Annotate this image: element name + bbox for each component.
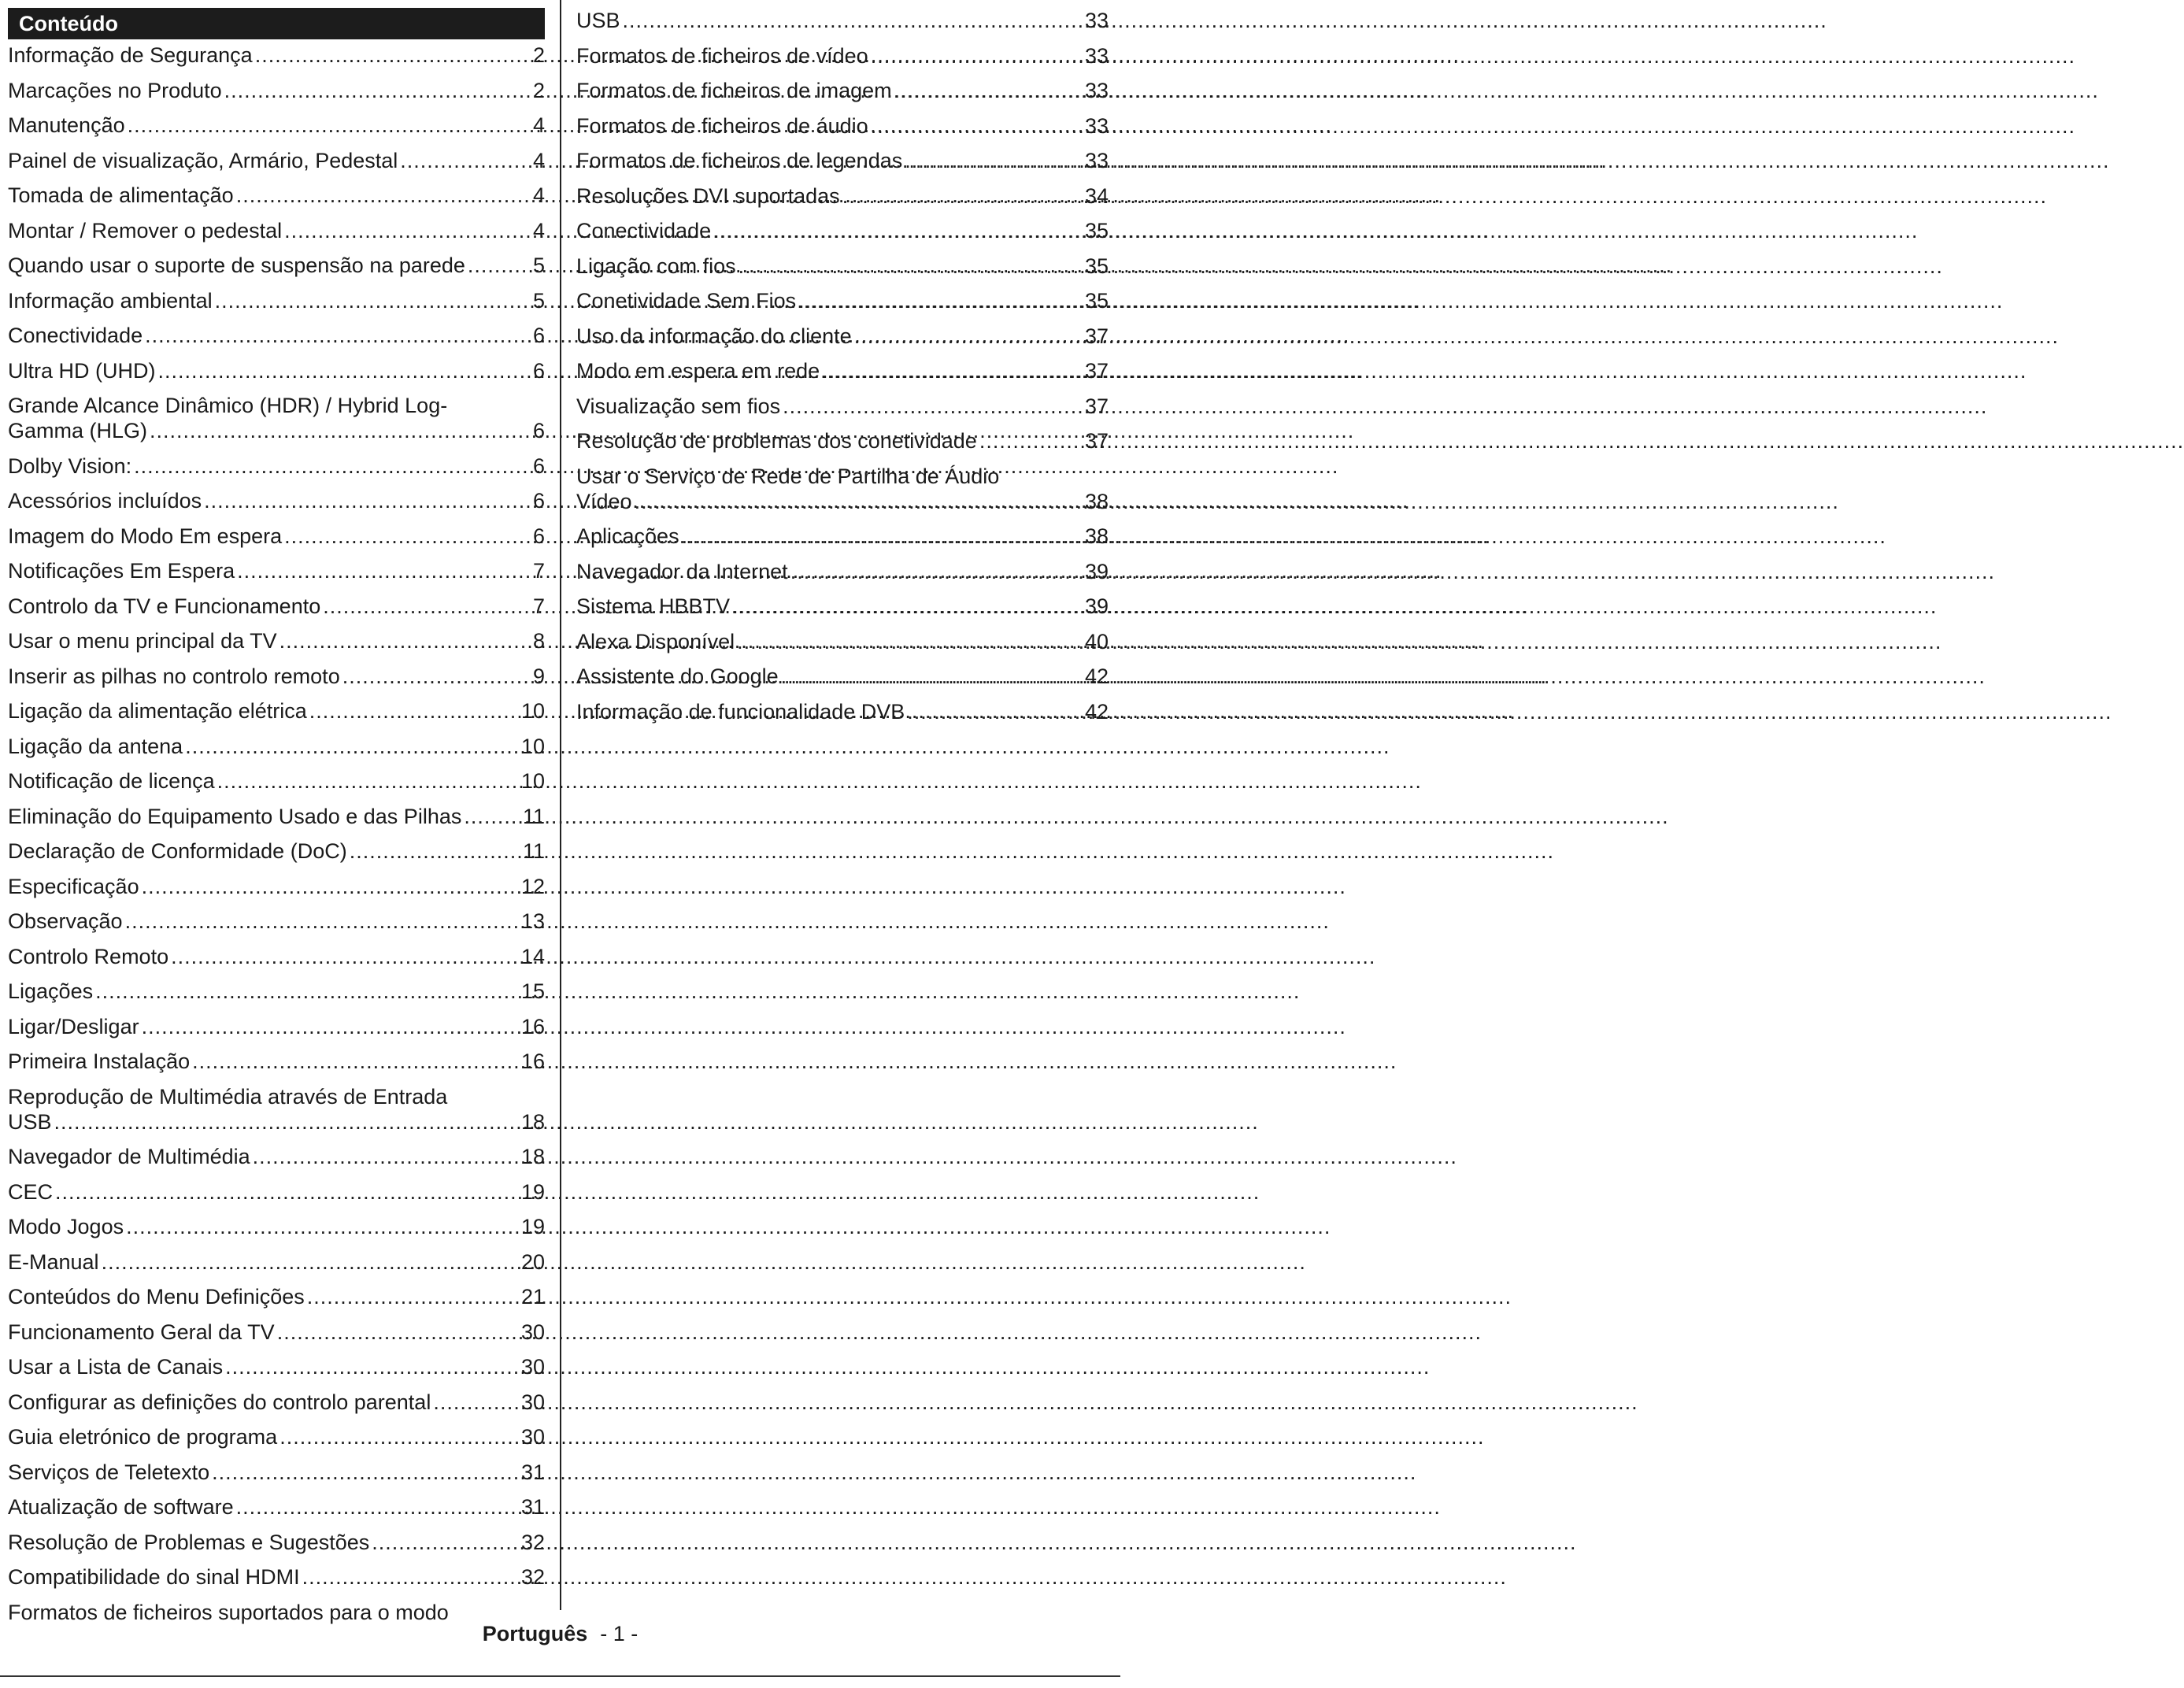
toc-entry-page: 37	[1084, 359, 1109, 383]
toc-leader-dots	[237, 558, 531, 583]
toc-entry[interactable]	[8, 1014, 545, 1039]
toc-leader-dots	[279, 628, 531, 653]
toc-entry-title: Aplicações	[576, 524, 679, 548]
toc-entry-page: 32	[520, 1565, 545, 1589]
toc-entry-page: 42	[1084, 664, 1109, 688]
toc-entry-title: Resolução de Problemas e Sugestões	[8, 1530, 370, 1554]
toc-entry[interactable]	[8, 698, 545, 724]
toc-leader-dots	[783, 394, 1083, 419]
toc-leader-dots	[342, 664, 531, 689]
toc-leader-dots	[185, 734, 519, 759]
toc-entry[interactable]	[8, 488, 545, 513]
toc-entry-page: 37	[1084, 394, 1109, 418]
toc-entry[interactable]	[576, 288, 1109, 313]
toc-entry-title: Ligação com fios	[576, 254, 736, 278]
toc-entry-title: Modo Jogos	[8, 1215, 124, 1238]
toc-entry-page: 8	[532, 629, 545, 653]
toc-entry-page: 16	[520, 1049, 545, 1073]
toc-entry-page: 30	[520, 1320, 545, 1344]
toc-entry-title: Notificações Em Espera	[8, 559, 235, 583]
toc-leader-dots	[157, 358, 530, 383]
toc-leader-dots	[255, 43, 531, 68]
toc-entry[interactable]	[8, 804, 545, 829]
toc-leader-dots	[907, 699, 1083, 724]
toc-entry[interactable]	[576, 559, 1109, 584]
toc-left-list	[8, 43, 545, 1590]
toc-leader-dots	[350, 838, 520, 864]
toc-entry-title: Compatibilidade do sinal HDMI	[8, 1565, 300, 1589]
toc-entry-page: 14	[520, 944, 545, 968]
toc-entry-page: 9	[532, 664, 545, 688]
toc-entry-title-line1: Grande Alcance Dinâmico (HDR) / Hybrid Log-	[8, 394, 448, 417]
toc-entry-page: 4	[532, 148, 545, 172]
toc-entry[interactable]	[576, 629, 1109, 654]
toc-leader-dots	[738, 254, 1083, 279]
toc-entry-page: 38	[1084, 524, 1109, 548]
toc-leader-dots	[236, 1494, 519, 1520]
toc-entry[interactable]	[8, 628, 545, 653]
toc-entry-title: Quando usar o suporte de suspensão na parede	[8, 254, 465, 277]
toc-entry-title: Informação de Segurança	[8, 43, 253, 67]
toc-entry-page: 16	[520, 1014, 545, 1038]
toc-entry-title: Atualização de software	[8, 1495, 234, 1519]
toc-entry-page: 40	[1084, 629, 1109, 653]
toc-leader-dots	[732, 594, 1083, 619]
toc-entry-title: Ligações	[8, 979, 94, 1003]
toc-entry-page: 35	[1084, 219, 1109, 242]
toc-entry-title: Declaração de Conformidade (DoC)	[8, 839, 347, 863]
toc-entry-title: Serviços de Teletexto	[8, 1460, 210, 1484]
toc-heading: Conteúdo	[8, 8, 545, 39]
toc-entry-page: 7	[532, 559, 545, 583]
toc-leader-dots	[217, 768, 519, 794]
toc-entry[interactable]	[8, 558, 545, 583]
toc-entry[interactable]	[8, 253, 545, 278]
toc-leader-dots	[224, 78, 531, 103]
toc-leader-dots	[682, 524, 1083, 549]
toc-entry[interactable]	[8, 838, 545, 864]
toc-entry-title: Formatos de ficheiros de vídeo	[576, 43, 868, 68]
toc-entry-title: Inserir as pilhas no controlo remoto	[8, 664, 340, 688]
toc-leader-dots	[979, 428, 1083, 453]
toc-entry-title: Resolução de problemas dos conetividade	[576, 429, 977, 453]
toc-right-list	[576, 8, 1109, 724]
toc-entry[interactable]	[576, 428, 1109, 453]
toc-entry[interactable]	[576, 218, 1109, 243]
toc-entry[interactable]	[576, 183, 1109, 209]
toc-entry[interactable]	[576, 594, 1109, 619]
toc-entry[interactable]	[8, 1564, 545, 1590]
toc-leader-dots	[95, 979, 519, 1004]
toc-entry-page: 31	[520, 1460, 545, 1484]
toc-entry-title: Eliminação do Equipamento Usado e das Pilhas	[8, 804, 462, 828]
toc-entry-title: Vídeo	[576, 489, 632, 513]
toc-leader-dots	[302, 1564, 519, 1590]
toc-leader-dots	[142, 1014, 519, 1039]
toc-entry-page: 33	[1084, 43, 1109, 68]
toc-entry-page: 35	[1084, 289, 1109, 313]
toc-entry-title-line1: Reprodução de Multimédia através de Entrada	[8, 1084, 448, 1109]
toc-leader-dots	[134, 453, 531, 479]
toc-leader-dots	[894, 78, 1083, 103]
toc-entry-title: Usar o menu principal da TV	[8, 629, 277, 653]
toc-entry-title: Ligação da antena	[8, 734, 183, 758]
toc-entry-title: Tomada de alimentação	[8, 183, 234, 207]
toc-entry-title: Modo em espera em rede	[576, 359, 820, 383]
toc-left-column	[8, 8, 545, 1634]
toc-entry[interactable]	[8, 734, 545, 759]
toc-entry-page: 19	[520, 1179, 545, 1204]
toc-entry-title: E-Manual	[8, 1249, 99, 1274]
toc-entry[interactable]	[576, 524, 1109, 549]
toc-entry-page: 5	[532, 288, 545, 313]
toc-entry-page: 10	[520, 734, 545, 758]
toc-leader-dots	[284, 218, 531, 243]
toc-leader-dots	[204, 488, 531, 513]
toc-entry-page: 11	[522, 804, 545, 828]
toc-entry[interactable]	[8, 1320, 545, 1345]
toc-entry[interactable]	[8, 1214, 545, 1239]
toc-leader-dots	[142, 874, 519, 899]
toc-leader-dots	[55, 1179, 519, 1205]
toc-entry-page: 6	[532, 524, 545, 548]
toc-entry-line2	[8, 1109, 545, 1135]
toc-entry[interactable]	[8, 664, 545, 689]
toc-entry[interactable]	[8, 874, 545, 899]
toc-entry-title: Sistema HBBTV	[576, 594, 731, 618]
toc-leader-dots	[905, 148, 1083, 173]
toc-entry-title: Controlo da TV e Funcionamento	[8, 594, 321, 618]
toc-entry-page: 21	[520, 1285, 545, 1309]
toc-leader-dots	[145, 323, 531, 348]
toc-entry[interactable]	[8, 594, 545, 619]
toc-entry[interactable]	[8, 1144, 545, 1169]
toc-entry-title: Dolby Vision:	[8, 453, 132, 478]
toc-entry-page: 4	[532, 113, 545, 137]
toc-entry-title: Visualização sem fios	[576, 394, 781, 418]
footer-page-number: - 1 -	[600, 1622, 639, 1645]
toc-leader-dots	[854, 324, 1083, 349]
toc-entry-title: Funcionamento Geral da TV	[8, 1320, 275, 1344]
toc-entry[interactable]	[8, 288, 545, 313]
toc-entry[interactable]	[8, 43, 545, 68]
toc-entry[interactable]	[576, 699, 1109, 724]
toc-entry-page: 18	[520, 1145, 545, 1168]
toc-leader-dots	[277, 1320, 519, 1345]
toc-entry-title-line1: Usar o Serviço de Rede de Partilha de Áudio	[576, 464, 1000, 488]
toc-leader-dots	[433, 1390, 519, 1415]
toc-leader-dots	[822, 358, 1083, 383]
toc-leader-dots	[212, 1460, 519, 1485]
toc-entry-page: 31	[520, 1495, 545, 1519]
toc-leader-dots	[253, 1144, 519, 1169]
toc-entry-title: Formatos de ficheiros de legendas	[576, 149, 903, 172]
toc-entry-title: Formatos de ficheiros de áudio	[576, 113, 868, 138]
toc-entry[interactable]	[8, 1249, 545, 1275]
toc-entry-title: Formatos de ficheiros de imagem	[576, 79, 892, 102]
toc-entry[interactable]	[8, 1460, 545, 1485]
toc-entry-title: Conectividade	[576, 219, 712, 242]
toc-entry-page: 30	[520, 1390, 545, 1414]
toc-entry-page: 39	[1084, 594, 1109, 618]
toc-entry[interactable]	[576, 78, 1109, 103]
toc-entry-continued	[8, 1600, 545, 1625]
toc-leader-dots	[236, 183, 531, 208]
toc-leader-dots	[372, 1530, 519, 1555]
toc-entry-page: 7	[532, 594, 545, 618]
toc-entry-title: Usar a Lista de Canais	[8, 1355, 224, 1379]
toc-entry-page: 4	[532, 218, 545, 242]
toc-entry[interactable]	[576, 254, 1109, 279]
toc-leader-dots	[150, 418, 531, 443]
toc-entry[interactable]	[576, 664, 1109, 689]
toc-entry-title: Manutenção	[8, 113, 125, 137]
toc-entry-title: Navegador de Multimédia	[8, 1145, 250, 1168]
toc-entry-page: 39	[1084, 559, 1109, 583]
toc-entry-title: Montar / Remover o pedestal	[8, 218, 283, 242]
toc-entry-title: USB	[576, 9, 620, 32]
toc-entry-page: 32	[520, 1530, 545, 1554]
toc-entry[interactable]	[576, 148, 1109, 173]
toc-leader-dots	[192, 1049, 519, 1074]
toc-leader-dots	[54, 1109, 519, 1135]
toc-entry-title: Conetividade Sem Fios	[576, 289, 797, 313]
toc-entry-title: Gamma (HLG)	[8, 419, 148, 442]
toc-entry[interactable]	[8, 323, 545, 348]
column-divider	[560, 0, 561, 1610]
toc-leader-dots	[171, 944, 519, 969]
toc-leader-dots	[713, 218, 1083, 243]
toc-entry-title: Observação	[8, 909, 123, 933]
toc-entry-page: 37	[1084, 429, 1109, 453]
toc-entry-line2	[8, 418, 545, 443]
toc-entry-title: Marcações no Produto	[8, 78, 222, 102]
toc-entry-page: 37	[1084, 324, 1109, 348]
toc-entry-title: Primeira Instalação	[8, 1049, 191, 1073]
toc-entry-page: 33	[1084, 113, 1109, 138]
toc-entry-page: 15	[520, 979, 545, 1003]
toc-entry-title: Informação de funcionalidade DVB	[576, 699, 905, 724]
toc-entry[interactable]	[8, 218, 545, 243]
toc-entry-page: 38	[1084, 489, 1109, 513]
toc-entry-page: 10	[520, 699, 545, 723]
toc-entry-page: 11	[522, 839, 545, 863]
toc-entry-title: Imagem do Modo Em espera	[8, 524, 283, 548]
toc-entry[interactable]	[576, 464, 1109, 514]
toc-entry-title: Conectividade	[8, 324, 143, 347]
toc-entry[interactable]	[8, 148, 545, 173]
toc-entry[interactable]	[8, 1424, 545, 1449]
toc-entry[interactable]	[8, 183, 545, 208]
toc-entry[interactable]	[576, 358, 1109, 383]
toc-leader-dots	[842, 183, 1083, 209]
toc-entry-title: Resoluções DVI suportadas	[576, 183, 840, 208]
toc-entry-page: 12	[520, 874, 545, 898]
toc-entry-title: Controlo Remoto	[8, 944, 169, 968]
toc-leader-dots	[125, 909, 519, 934]
toc-entry[interactable]	[8, 768, 545, 794]
toc-entry[interactable]	[8, 1049, 545, 1074]
toc-leader-dots	[623, 8, 1083, 33]
toc-entry-title: Navegador da Internet	[576, 559, 788, 583]
toc-leader-dots	[464, 804, 520, 829]
toc-entry-page: 6	[532, 453, 545, 478]
toc-entry-page: 35	[1084, 254, 1109, 278]
toc-leader-dots	[790, 559, 1083, 584]
toc-entry[interactable]	[576, 394, 1109, 419]
toc-entry-title: Alexa Disponível	[576, 629, 735, 653]
toc-entry-page: 34	[1084, 183, 1109, 208]
toc-entry-page: 2	[532, 78, 545, 102]
toc-entry[interactable]	[8, 113, 545, 138]
toc-entry-title: CEC	[8, 1179, 54, 1204]
toc-entry[interactable]	[576, 113, 1109, 139]
toc-entry-title: Assistente do Google	[576, 664, 779, 688]
toc-entry-page: 6	[532, 358, 545, 383]
toc-entry-title: Configurar as definições do controlo parental	[8, 1390, 431, 1414]
toc-leader-dots	[279, 1424, 519, 1449]
footer-language: Português	[482, 1622, 588, 1645]
toc-entry-title: Painel de visualização, Armário, Pedestal	[8, 148, 398, 172]
toc-leader-dots	[323, 594, 531, 619]
toc-entry[interactable]	[8, 1530, 545, 1555]
toc-leader-dots	[225, 1354, 519, 1379]
toc-entry-title: Notificação de licença	[8, 769, 215, 793]
toc-leader-dots	[128, 113, 531, 138]
toc-leader-dots	[126, 1214, 519, 1239]
toc-entry-title: Especificação	[8, 874, 139, 898]
toc-entry[interactable]	[8, 1084, 545, 1135]
toc-entry[interactable]	[8, 979, 545, 1004]
toc-entry-line2	[576, 489, 1109, 514]
toc-entry-page: 2	[532, 43, 545, 67]
toc-leader-dots	[781, 664, 1083, 689]
toc-entry-page: 20	[520, 1249, 545, 1274]
toc-entry[interactable]	[8, 1390, 545, 1415]
toc-entry[interactable]	[576, 43, 1109, 68]
toc-entry[interactable]	[576, 324, 1109, 349]
toc-entry[interactable]	[8, 1284, 545, 1309]
toc-entry[interactable]	[8, 393, 545, 443]
toc-entry-page: 6	[532, 419, 545, 442]
toc-leader-dots	[284, 524, 531, 549]
toc-entry[interactable]	[576, 8, 1109, 33]
toc-entry-title: Ultra HD (UHD)	[8, 358, 156, 383]
toc-entry-title: Informação ambiental	[8, 288, 213, 313]
toc-leader-dots	[215, 288, 531, 313]
toc-entry[interactable]	[8, 453, 545, 479]
toc-entry-page: 4	[532, 183, 545, 207]
toc-entry-page: 42	[1084, 699, 1109, 724]
toc-entry-title: Ligação da alimentação elétrica	[8, 699, 307, 723]
toc-entry-page: 10	[520, 769, 545, 793]
toc-entry-page: 13	[520, 909, 545, 933]
bottom-rule	[0, 1675, 1120, 1677]
toc-entry-page: 6	[532, 324, 545, 347]
toc-entry-title: Guia eletrónico de programa	[8, 1425, 278, 1449]
toc-right-column	[576, 8, 1109, 734]
toc-entry-title: USB	[8, 1109, 52, 1134]
toc-entry[interactable]	[8, 1179, 545, 1205]
toc-entry-page: 6	[532, 489, 545, 513]
toc-entry[interactable]	[8, 944, 545, 969]
toc-leader-dots	[400, 148, 531, 173]
toc-leader-dots	[737, 629, 1083, 654]
toc-leader-dots	[635, 489, 1083, 514]
toc-leader-dots	[309, 698, 519, 724]
toc-entry-page: 33	[1084, 79, 1109, 102]
page-footer	[0, 1622, 1120, 1646]
toc-entry-page: 18	[520, 1109, 545, 1134]
toc-leader-dots	[798, 288, 1083, 313]
toc-leader-dots	[871, 113, 1083, 139]
toc-entry-page: 33	[1084, 9, 1109, 32]
toc-entry-page: 30	[520, 1425, 545, 1449]
toc-entry-page: 5	[532, 254, 545, 277]
toc-entry[interactable]	[8, 78, 545, 103]
toc-entry-title: Acessórios incluídos	[8, 489, 202, 513]
toc-leader-dots	[102, 1249, 519, 1275]
toc-entry-page: 19	[520, 1215, 545, 1238]
toc-entry-page: 33	[1084, 149, 1109, 172]
toc-entry-title: Uso da informação do cliente	[576, 324, 852, 348]
toc-entry-title: Ligar/Desligar	[8, 1014, 139, 1038]
toc-leader-dots	[468, 253, 531, 278]
toc-entry[interactable]	[8, 909, 545, 934]
toc-leader-dots	[307, 1284, 519, 1309]
toc-leader-dots	[871, 43, 1083, 68]
toc-entry-title: Conteúdos do Menu Definições	[8, 1285, 305, 1309]
toc-entry[interactable]	[8, 1494, 545, 1520]
toc-entry[interactable]	[8, 524, 545, 549]
toc-entry-title: Formatos de ficheiros suportados para o modo	[8, 1600, 449, 1624]
toc-entry[interactable]	[8, 1354, 545, 1379]
toc-entry[interactable]	[8, 358, 545, 383]
toc-entry-page: 30	[520, 1355, 545, 1379]
